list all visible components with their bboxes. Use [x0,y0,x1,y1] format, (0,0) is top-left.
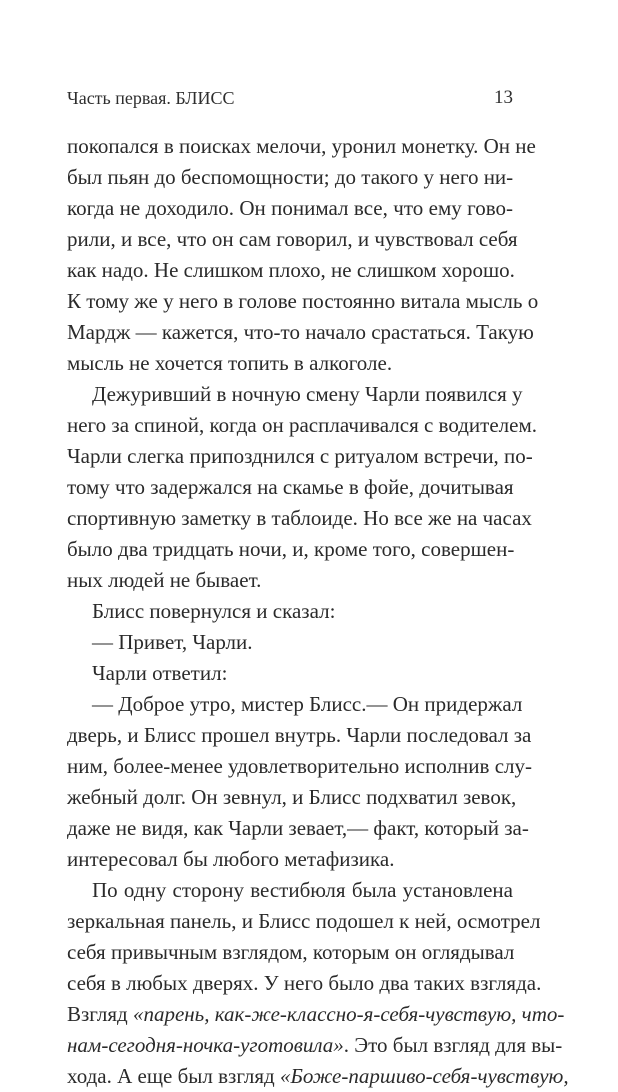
text-line: Мардж — кажется, что-то начало срастаться. Такую [67,320,534,344]
italic-quote: «парень, как-же-классно-я-себя-чувствую, что- [132,1002,565,1026]
dialogue-line: — Доброе утро, мистер Блисс.— Он придержал [92,692,523,716]
text-line: покопался в поисках мелочи, уронил монетку. Он не [67,134,536,158]
running-title: Часть первая. БЛИСС [67,88,235,108]
text-run: . Это был взгляд для вы- [343,1033,563,1057]
text-line: него за спиной, когда он расплачивался с водителем. [67,413,537,437]
text-line: себя привычным взглядом, которым он оглядывал [67,940,515,964]
paragraph-start-line: Блисс повернулся и сказал: [92,599,336,623]
italic-quote: «Боже-паршиво-себя-чувствую, [279,1064,569,1088]
paragraph-start-line: Чарли ответил: [92,661,228,685]
text-line: спортивную заметку в таблоиде. Но все же на часах [67,506,532,530]
paragraph-start-line: По одну сторону вестибюля была установлена [92,878,513,902]
text-line [67,1061,569,1092]
text-line: тому что задержался на скамье в фойе, дочитывая [67,475,514,499]
text-line [67,999,565,1030]
paragraph-start-line: Дежуривший в ночную смену Чарли появился у [92,382,523,406]
page-number: 13 [494,87,513,108]
text-line: как надо. Не слишком плохо, не слишком хорошо. [67,258,515,282]
dialogue-line: — Привет, Чарли. [92,630,253,654]
text-line: Чарли слегка припозднился с ритуалом встречи, по- [67,444,533,468]
text-line: интересовал бы любого метафизика. [67,847,395,871]
text-line: был пьян до беспомощности; до такого у него ни- [67,165,514,189]
running-header [67,86,513,110]
text-run: Взгляд [67,1002,133,1026]
text-line: зеркальная панель, и Блисс подошел к ней, осмотрел [67,909,541,933]
text-line: ных людей не бывает. [67,568,262,592]
italic-quote: нам-сегодня-ночка-уготовила» [67,1033,344,1057]
text-line: себя в любых дверях. У него было два таких взгляда. [67,971,542,995]
text-line: мысль не хочется топить в алкоголе. [67,351,393,375]
text-line: ним, более-менее удовлетворительно исполнив слу- [67,754,532,778]
text-line [67,1030,563,1061]
text-line: рили, и все, что он сам говорил, и чувствовал себя [67,227,518,251]
text-line: К тому же у него в голове постоянно витала мысль о [67,289,539,313]
text-line: когда не доходило. Он понимал все, что ему гово- [67,196,513,220]
text-line: жебный долг. Он зевнул, и Блисс подхватил зевок, [67,785,517,809]
text-run: хода. А еще был взгляд [67,1064,280,1088]
text-line: даже не видя, как Чарли зевает,— факт, который за- [67,816,529,840]
text-line: было два тридцать ночи, и, кроме того, совершен- [67,537,515,561]
text-line: дверь, и Блисс прошел внутрь. Чарли последовал за [67,723,532,747]
body-text [67,131,569,1092]
